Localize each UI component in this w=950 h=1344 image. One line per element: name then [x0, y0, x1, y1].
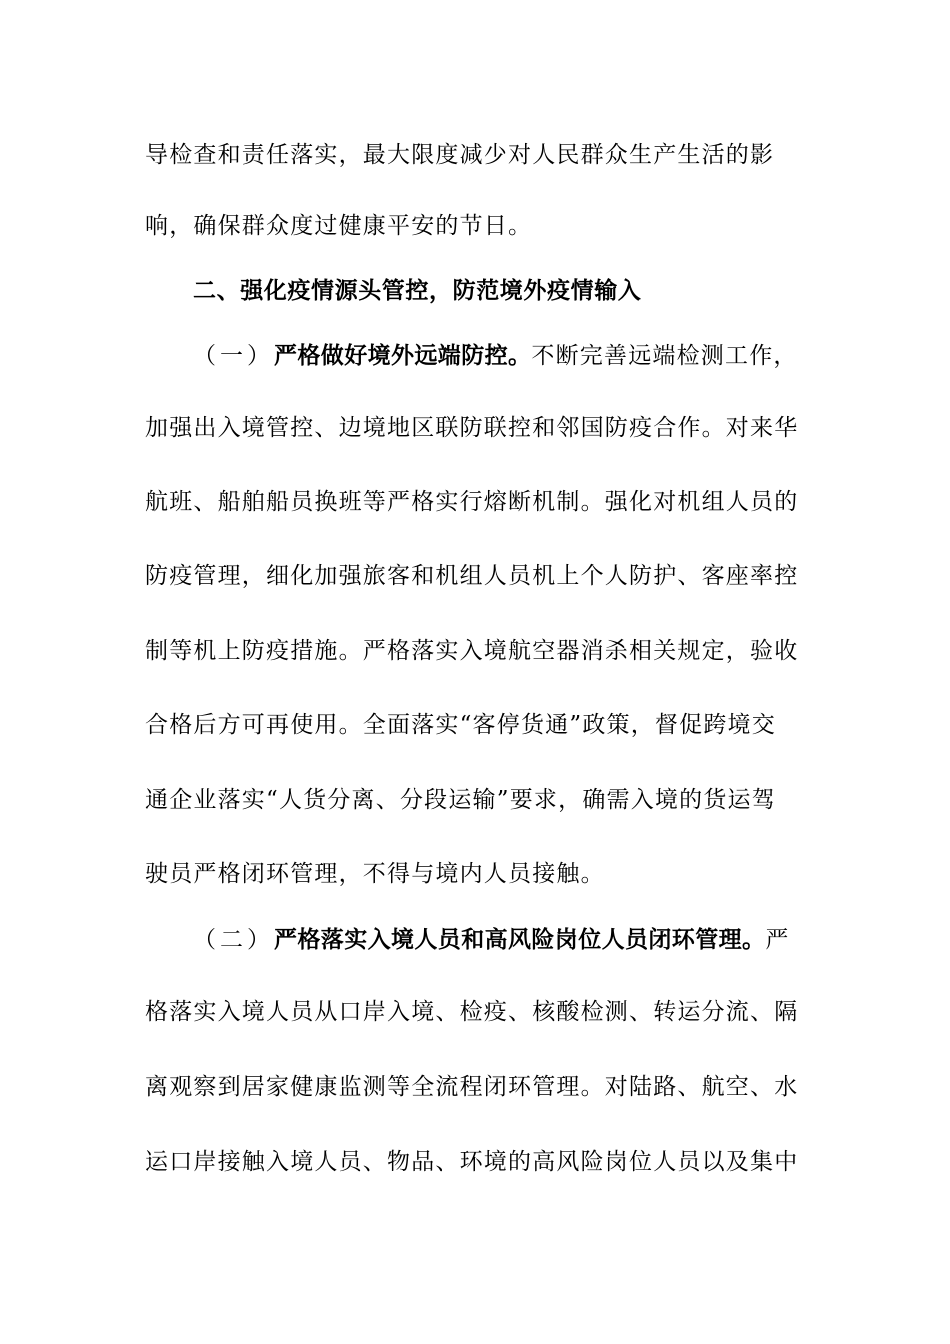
paragraph-line: 运口岸接触入境人员、物品、环境的高风险岗位人员以及集中 [145, 1149, 799, 1175]
paragraph-line: 加强出入境管控、边境地区联防联控和邻国防疫合作。对来华 [145, 415, 799, 441]
item1-lead: 严格做好境外远端防控。 [274, 343, 532, 369]
item2-lead: 严格落实入境人员和高风险岗位人员闭环管理。 [274, 927, 766, 953]
paragraph-line: 离观察到居家健康监测等全流程闭环管理。对陆路、航空、水 [145, 1074, 799, 1100]
paragraph-line: 通企业落实“人货分离、分段运输”要求，确需入境的货运驾 [145, 787, 776, 813]
paragraph-line: 防疫管理，细化加强旅客和机组人员机上个人防护、客座率控 [145, 563, 799, 589]
paragraph-line: 制等机上防疫措施。严格落实入境航空器消杀相关规定，验收 [145, 638, 799, 664]
item2-number: （二） [193, 927, 274, 953]
paragraph-line: 航班、船舶船员换班等严格实行熔断机制。强化对机组人员的 [145, 489, 799, 515]
item1-first-line [193, 341, 853, 371]
item1-first-rest: 不断完善远端检测工作， [531, 343, 798, 369]
item2-first-rest: 严 [765, 927, 790, 953]
paragraph-line: 驶员严格闭环管理，不得与境内人员接触。 [145, 861, 605, 887]
item2-first-line [193, 925, 853, 955]
paragraph-line: 响，确保群众度过健康平安的节日。 [145, 213, 533, 239]
paragraph-line: 合格后方可再使用。全面落实“客停货通”政策，督促跨境交 [145, 712, 776, 738]
paragraph-line: 导检查和责任落实，最大限度减少对人民群众生产生活的影 [145, 142, 775, 168]
section-heading: 二、强化疫情源头管控，防范境外疫情输入 [193, 278, 642, 304]
item1-number: （一） [193, 343, 274, 369]
paragraph-line: 格落实入境人员从口岸入境、检疫、核酸检测、转运分流、隔 [145, 999, 799, 1025]
